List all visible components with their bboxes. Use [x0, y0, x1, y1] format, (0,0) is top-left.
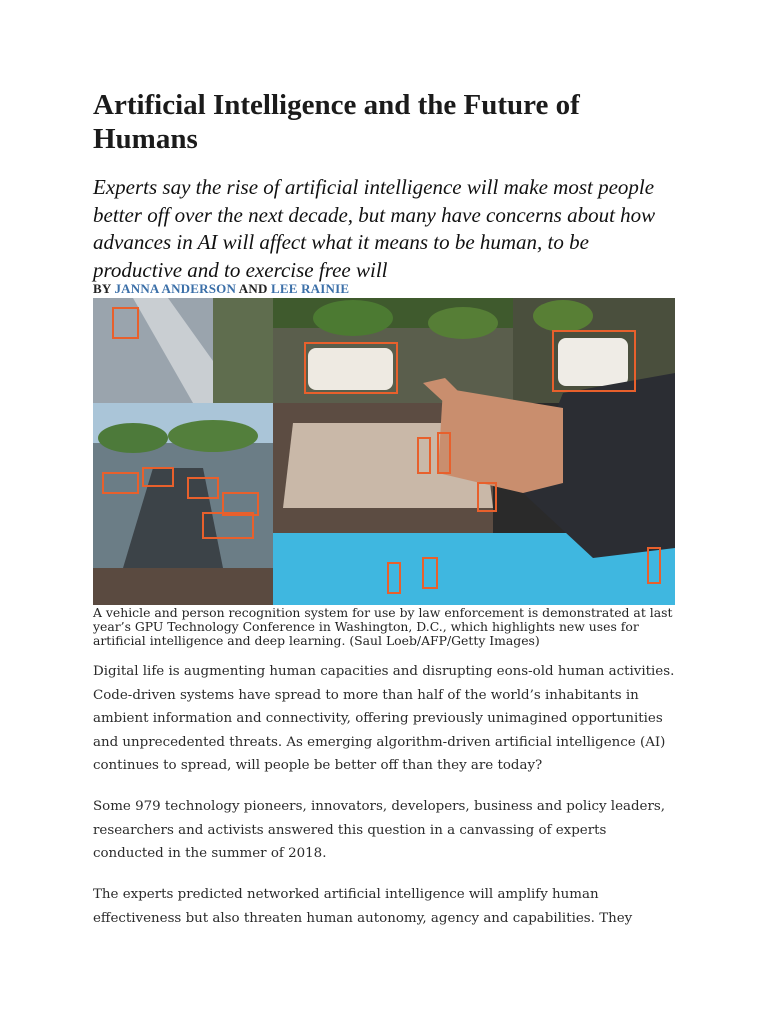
article-deck: Experts say the rise of artificial intelligence will make most people better off over the next decade, but many have concerns about how advances in AI will affect what it means to be human, to be productive and to exercise free will — [93, 175, 656, 282]
byline — [93, 281, 349, 297]
article-title: Artificial Intelligence and the Future of Humans — [93, 89, 580, 155]
author-link-lee-rainie[interactable]: LEE RAINIE — [271, 281, 350, 296]
author-link-janna-anderson[interactable]: JANNA ANDERSON — [114, 281, 237, 296]
paragraph: Digital life is augmenting human capacities and disrupting eons-old human activities. Code-driven systems have spread to more than half of the world’s inhabitants in ambient information and connectivity, offering previously unimagined opportunities and unprecedented threats. As emerging algorithm-driven artificial intelligence (AI) continues to spread, will people be better off than they are today? — [93, 664, 675, 774]
surveillance-collage-image — [93, 298, 675, 605]
byline-and: AND — [238, 281, 268, 296]
byline-by: BY — [93, 281, 111, 296]
paragraph: The experts predicted networked artificial intelligence will amplify human effectiveness but also threaten human autonomy, agency and capabilities. They — [93, 887, 633, 926]
article-photo — [93, 298, 675, 605]
paragraph: Some 979 technology pioneers, innovators, developers, business and policy leaders, researchers and activists answered this question in a canvassing of experts conducted in the summer of 2018. — [93, 799, 666, 862]
photo-caption: A vehicle and person recognition system for use by law enforcement is demonstrated at last year’s GPU Technology Conference in Washington, D.C., which highlights new uses for artificial intelligence and deep learning. (Saul Loeb/AFP/Getty Images) — [93, 605, 673, 649]
